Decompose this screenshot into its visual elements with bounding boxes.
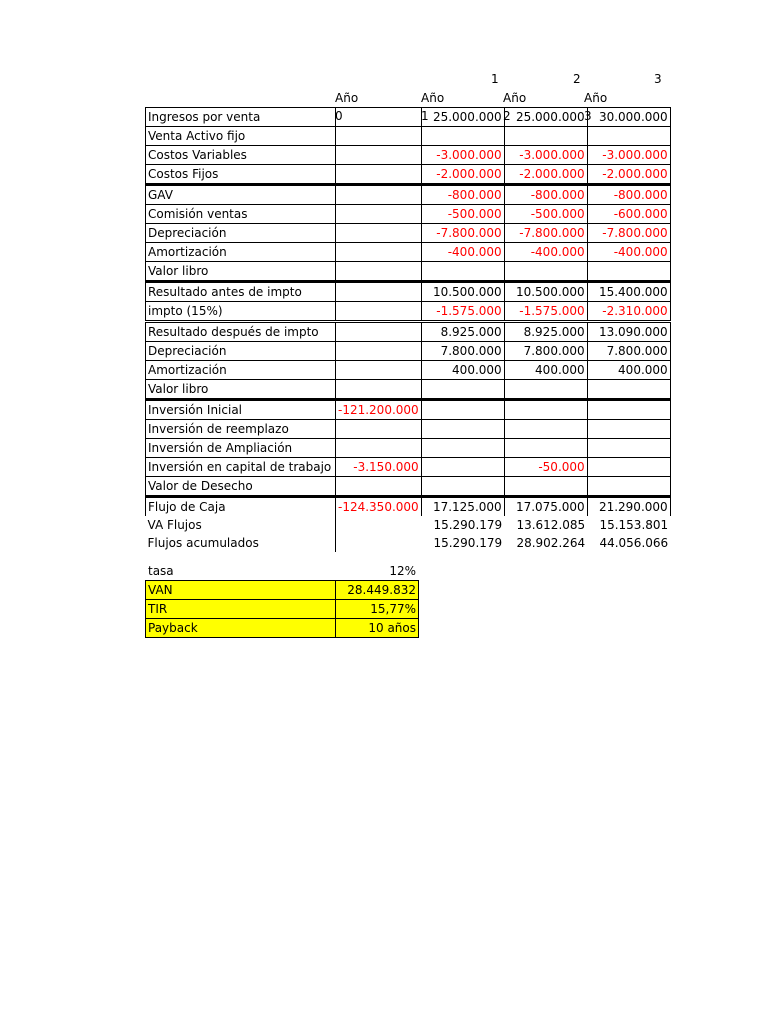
cell-year-0[interactable]: [336, 185, 422, 205]
cell-year-1[interactable]: -500.000: [421, 205, 504, 224]
cell-year-3[interactable]: [587, 439, 670, 458]
table-row: [146, 262, 671, 282]
table-row: [146, 400, 671, 420]
table-row: [146, 361, 671, 380]
cell-year-0[interactable]: [336, 439, 422, 458]
cell-year-2[interactable]: 17.075.000: [504, 497, 587, 517]
cell-year-2[interactable]: 28.902.264: [516, 536, 586, 550]
cell-year-1[interactable]: 15.290.179: [433, 518, 503, 532]
cell-year-2[interactable]: -800.000: [504, 185, 587, 205]
row-label[interactable]: Venta Activo fijo: [146, 127, 336, 146]
table-row: [146, 127, 671, 146]
cell-year-1[interactable]: [421, 400, 504, 420]
cell-year-2[interactable]: 25.000.000: [504, 108, 587, 127]
row-label[interactable]: Valor libro: [146, 380, 336, 400]
cell-year-2[interactable]: -500.000: [504, 205, 587, 224]
cell-year-0[interactable]: [336, 146, 422, 165]
row-label[interactable]: Comisión ventas: [146, 205, 336, 224]
cell-year-1[interactable]: -400.000: [421, 243, 504, 262]
table-row: [146, 282, 671, 302]
period-number-1: 1: [491, 72, 499, 86]
cell-year-1[interactable]: 400.000: [421, 361, 504, 380]
cell-year-1[interactable]: 17.125.000: [421, 497, 504, 517]
cell-year-1[interactable]: 10.500.000: [421, 282, 504, 302]
cell-year-0[interactable]: [336, 516, 422, 534]
cell-year-3[interactable]: 15.153.801: [599, 518, 669, 532]
cell-year-0[interactable]: [336, 361, 422, 380]
cell-year-3[interactable]: [587, 400, 670, 420]
cell-year-1[interactable]: [421, 420, 504, 439]
cell-year-0[interactable]: -124.350.000: [336, 497, 422, 517]
cell-year-2[interactable]: 400.000: [504, 361, 587, 380]
summary-row-tir: [146, 600, 419, 619]
row-label[interactable]: Depreciación: [146, 342, 336, 361]
cell-year-3[interactable]: -3.000.000: [587, 146, 670, 165]
cell-year-0[interactable]: [336, 302, 422, 322]
tir-label[interactable]: TIR: [146, 600, 336, 619]
row-label[interactable]: GAV: [146, 185, 336, 205]
year-header-3: Año 3: [584, 91, 608, 123]
row-label[interactable]: Ingresos por venta: [146, 108, 336, 127]
cell-year-2[interactable]: -400.000: [504, 243, 587, 262]
tasa-label: tasa: [148, 564, 174, 578]
cell-year-2[interactable]: [504, 262, 587, 282]
cell-year-1[interactable]: 25.000.000: [421, 108, 504, 127]
cash-flow-table: [145, 107, 671, 552]
cell-year-2[interactable]: [504, 420, 587, 439]
cell-year-2[interactable]: 10.500.000: [504, 282, 587, 302]
year-header-0: Año 0: [335, 91, 359, 123]
cell-year-1[interactable]: [421, 127, 504, 146]
period-number-3: 3: [654, 72, 662, 86]
cell-year-2[interactable]: 7.800.000: [504, 342, 587, 361]
cell-year-2[interactable]: 8.925.000: [504, 322, 587, 342]
tasa-value: 12%: [389, 564, 416, 578]
row-label[interactable]: Inversión de Ampliación: [146, 439, 336, 458]
row-label[interactable]: Valor de Desecho: [146, 477, 336, 497]
cell-year-3[interactable]: 13.090.000: [587, 322, 670, 342]
cell-year-1[interactable]: [421, 458, 504, 477]
cell-year-1[interactable]: -1.575.000: [421, 302, 504, 322]
cell-year-1[interactable]: -3.000.000: [421, 146, 504, 165]
cell-year-1[interactable]: 7.800.000: [421, 342, 504, 361]
cell-year-1[interactable]: -7.800.000: [421, 224, 504, 243]
table-row: [146, 108, 671, 127]
cell-year-0[interactable]: [336, 243, 422, 262]
cell-year-3[interactable]: [587, 262, 670, 282]
table-row: [146, 439, 671, 458]
cell-year-1[interactable]: -800.000: [421, 185, 504, 205]
row-label[interactable]: Amortización: [146, 243, 336, 262]
cell-year-3[interactable]: 44.056.066: [599, 536, 669, 550]
summary-row-payback: [146, 619, 419, 638]
row-label[interactable]: Inversión Inicial: [146, 400, 336, 420]
table-row: [146, 477, 671, 497]
cell-year-1[interactable]: [421, 439, 504, 458]
cell-year-0[interactable]: [336, 534, 422, 552]
summary-row-van: [146, 581, 419, 600]
table-row: [146, 342, 671, 361]
cell-year-1[interactable]: 8.925.000: [421, 322, 504, 342]
table-row: [146, 302, 671, 322]
cell-year-2[interactable]: 13.612.085: [516, 518, 586, 532]
cell-year-1[interactable]: [421, 262, 504, 282]
row-label[interactable]: Costos Variables: [146, 146, 336, 165]
table-row: [146, 458, 671, 477]
row-label[interactable]: impto (15%): [146, 302, 336, 322]
cell-year-3[interactable]: [587, 127, 670, 146]
table-row: [146, 205, 671, 224]
cell-year-0[interactable]: [336, 322, 422, 342]
cell-year-3[interactable]: 30.000.000: [587, 108, 670, 127]
cell-year-0[interactable]: [336, 420, 422, 439]
cell-year-3[interactable]: [587, 420, 670, 439]
row-label[interactable]: Flujos acumulados: [146, 534, 336, 552]
cell-year-2[interactable]: [504, 439, 587, 458]
cell-year-2[interactable]: -50.000: [504, 458, 587, 477]
row-label[interactable]: Flujo de Caja: [146, 497, 336, 517]
cell-year-2[interactable]: [504, 400, 587, 420]
table-row: [146, 322, 671, 342]
cell-year-0[interactable]: [336, 127, 422, 146]
cell-year-3[interactable]: 15.400.000: [587, 282, 670, 302]
cell-year-0[interactable]: [336, 477, 422, 497]
cell-year-2[interactable]: -3.000.000: [504, 146, 587, 165]
cell-year-1[interactable]: [421, 380, 504, 400]
cell-year-2[interactable]: -1.575.000: [504, 302, 587, 322]
cell-year-3[interactable]: -2.310.000: [587, 302, 670, 322]
cell-year-0[interactable]: [336, 224, 422, 243]
cell-year-3[interactable]: [587, 380, 670, 400]
cell-year-2[interactable]: [504, 127, 587, 146]
row-label[interactable]: Resultado antes de impto: [146, 282, 336, 302]
cell-year-3[interactable]: -7.800.000: [587, 224, 670, 243]
payback-label[interactable]: Payback: [146, 619, 336, 638]
row-label[interactable]: Resultado después de impto: [146, 322, 336, 342]
cell-year-1[interactable]: -2.000.000: [421, 165, 504, 185]
cell-year-3[interactable]: 7.800.000: [587, 342, 670, 361]
cell-year-2[interactable]: -7.800.000: [504, 224, 587, 243]
cell-year-2[interactable]: [504, 380, 587, 400]
table-row: [146, 224, 671, 243]
row-label[interactable]: Valor libro: [146, 262, 336, 282]
row-label[interactable]: Inversión de reemplazo: [146, 420, 336, 439]
cell-year-1[interactable]: [421, 477, 504, 497]
table-row: [146, 497, 671, 517]
cell-year-0[interactable]: [336, 205, 422, 224]
cell-year-2[interactable]: -2.000.000: [504, 165, 587, 185]
cell-year-0[interactable]: [336, 262, 422, 282]
cell-year-0[interactable]: [336, 380, 422, 400]
cell-year-3[interactable]: -2.000.000: [587, 165, 670, 185]
year-header-2: Año 2: [503, 91, 527, 123]
cell-year-1[interactable]: 15.290.179: [433, 536, 503, 550]
cell-year-0[interactable]: [336, 282, 422, 302]
row-label[interactable]: Depreciación: [146, 224, 336, 243]
year-header-1: Año 1: [421, 91, 445, 123]
payback-value[interactable]: 10 años: [336, 619, 419, 638]
table-row: [146, 185, 671, 205]
cell-year-3[interactable]: -400.000: [587, 243, 670, 262]
table-row: [146, 165, 671, 185]
table-row: [146, 420, 671, 439]
cell-year-0[interactable]: -3.150.000: [336, 458, 422, 477]
tir-value[interactable]: 15,77%: [336, 600, 419, 619]
cell-year-0[interactable]: [336, 108, 422, 127]
cell-year-2[interactable]: [504, 477, 587, 497]
row-label[interactable]: Inversión en capital de trabajo: [146, 458, 336, 477]
cell-year-0[interactable]: [336, 165, 422, 185]
cell-year-3[interactable]: [587, 458, 670, 477]
row-label[interactable]: Amortización: [146, 361, 336, 380]
cell-year-3[interactable]: [587, 477, 670, 497]
table-row: [146, 380, 671, 400]
cell-year-0[interactable]: [336, 342, 422, 361]
row-label[interactable]: VA Flujos: [146, 516, 336, 534]
table-row: [146, 146, 671, 165]
tasa-row: [145, 562, 418, 580]
van-value[interactable]: 28.449.832: [336, 581, 419, 600]
cell-year-0[interactable]: -121.200.000: [336, 400, 422, 420]
cell-year-3[interactable]: 400.000: [587, 361, 670, 380]
cell-year-3[interactable]: -600.000: [587, 205, 670, 224]
table-row: [146, 534, 671, 552]
period-number-2: 2: [573, 72, 581, 86]
van-label[interactable]: VAN: [146, 581, 336, 600]
summary-table: [145, 580, 419, 638]
cell-year-3[interactable]: -800.000: [587, 185, 670, 205]
table-row: [146, 516, 671, 534]
cell-year-3[interactable]: 21.290.000: [587, 497, 670, 517]
row-label[interactable]: Costos Fijos: [146, 165, 336, 185]
table-row: [146, 243, 671, 262]
